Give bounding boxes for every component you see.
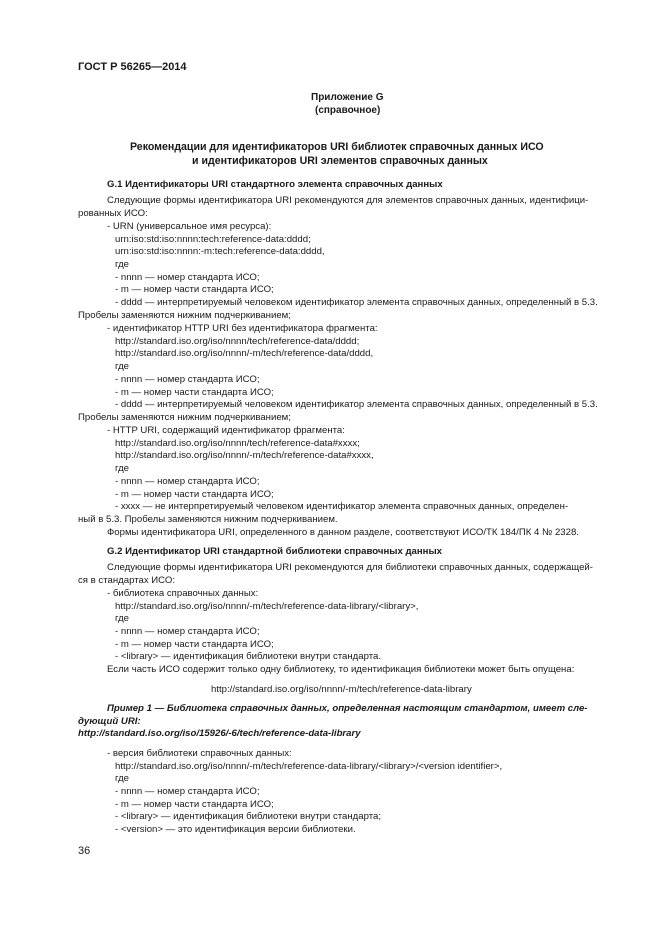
list-item: - идентификатор HTTP URI без идентификатора фрагмента:: [107, 323, 378, 334]
subsection-heading-g1: G.1 Идентификаторы URI стандартного элемента справочных данных: [107, 179, 443, 190]
body-line: ный в 5.3. Пробелы заменяются нижним подчеркиванием.: [78, 514, 338, 525]
body-line: рованных ИСО:: [78, 208, 148, 219]
list-item: - m — номер части стандарта ИСО;: [115, 387, 274, 398]
uri-example: http://standard.iso.org/iso/nnnn/tech/reference-data#xxxx;: [115, 438, 360, 449]
body-line: где: [115, 463, 130, 474]
appendix-title: Приложение G: [311, 92, 384, 103]
uri-example: urn:iso:std:iso:nnnn:tech:reference-data:dddd;: [115, 234, 311, 245]
header-doc-id: ГОСТ Р 56265—2014: [78, 61, 187, 73]
body-line: где: [115, 361, 130, 372]
body-line: где: [115, 613, 130, 624]
list-item: - dddd — интерпретируемый человеком идентификатор элемента справочных данных, определенный в 5.3.: [115, 297, 598, 308]
list-item: - nnnn — номер стандарта ИСО;: [115, 626, 260, 637]
list-item: - m — номер части стандарта ИСО;: [115, 489, 274, 500]
body-line: Если часть ИСО содержит только одну библиотеку, то идентификация библиотеки может быть опущена:: [107, 664, 575, 675]
body-line: Следующие формы идентификатора URI рекомендуются для библиотеки справочных данных, содержащей-: [107, 562, 593, 573]
body-line: где: [115, 259, 130, 270]
list-item: - <version> — это идентификация версии библиотеки.: [115, 824, 356, 835]
uri-example: http://standard.iso.org/iso/nnnn/-m/tech/reference-data/dddd,: [115, 348, 374, 359]
page-number: 36: [78, 845, 91, 857]
uri-example: http://standard.iso.org/iso/nnnn/tech/reference-data/dddd;: [115, 336, 360, 347]
list-item: - URN (универсальное имя ресурса):: [107, 221, 272, 232]
example-title-cont: дующий URI:: [78, 716, 141, 727]
list-item: - dddd — интерпретируемый человеком идентификатор элемента справочных данных, определенный в 5.3.: [115, 399, 598, 410]
subsection-heading-g2: G.2 Идентификатор URI стандартной библиотеки справочных данных: [107, 546, 442, 557]
list-item: - nnnn — номер стандарта ИСО;: [115, 272, 260, 283]
uri-example-centered: http://standard.iso.org/iso/nnnn/-m/tech/reference-data-library: [211, 684, 472, 695]
list-item: - m — номер части стандарта ИСО;: [115, 639, 274, 650]
body-line: Следующие формы идентификатора URI рекомендуются для элементов справочных данных, идентифици-: [107, 195, 589, 206]
list-item: - xxxx — не интерпретируемый человеком идентификатор элемента справочных данных, определен-: [115, 501, 569, 512]
section-title-line-1: Рекомендации для идентификаторов URI библиотек справочных данных ИСО: [130, 141, 544, 153]
list-item: - nnnn — номер стандарта ИСО;: [115, 374, 260, 385]
section-title-line-2: и идентификаторов URI элементов справочных данных: [192, 155, 488, 167]
uri-example: http://standard.iso.org/iso/nnnn/-m/tech/reference-data#xxxx,: [115, 450, 374, 461]
uri-example: urn:iso:std:iso:nnnn:-m:tech:reference-data:dddd,: [115, 246, 325, 257]
list-item: - nnnn — номер стандарта ИСО;: [115, 786, 260, 797]
list-item: - библиотека справочных данных:: [107, 588, 259, 599]
list-item: - версия библиотеки справочных данных:: [107, 748, 292, 759]
list-item: - <library> — идентификация библиотеки внутри стандарта;: [115, 811, 382, 822]
example-title: Пример 1 — Библиотека справочных данных, определенная настоящим стандартом, имеет сле-: [107, 703, 588, 714]
list-item: - HTTP URI, содержащий идентификатор фрагмента:: [107, 425, 345, 436]
body-line: где: [115, 773, 130, 784]
list-item: - m — номер части стандарта ИСО;: [115, 799, 274, 810]
list-item: - nnnn — номер стандарта ИСО;: [115, 476, 260, 487]
body-line: Пробелы заменяются нижним подчеркиванием;: [78, 412, 291, 423]
list-item: - <library> — идентификация библиотеки внутри стандарта.: [115, 651, 382, 662]
uri-example: http://standard.iso.org/iso/nnnn/-m/tech/reference-data-library/<library>,: [115, 601, 419, 612]
list-item: - m — номер части стандарта ИСО;: [115, 284, 274, 295]
body-line: Пробелы заменяются нижним подчеркиванием;: [78, 310, 291, 321]
body-line: Формы идентификатора URI, определенного в данном разделе, соответствуют ИСО/ТК 184/ПК 4 № 2328.: [107, 527, 579, 538]
appendix-note: (справочное): [315, 105, 381, 116]
example-uri: http://standard.iso.org/iso/15926/-6/tech/reference-data-library: [78, 728, 361, 739]
body-line: ся в стандартах ИСО:: [78, 575, 176, 586]
uri-example: http://standard.iso.org/iso/nnnn/-m/tech/reference-data-library/<library>/<version identifier>,: [115, 761, 503, 772]
